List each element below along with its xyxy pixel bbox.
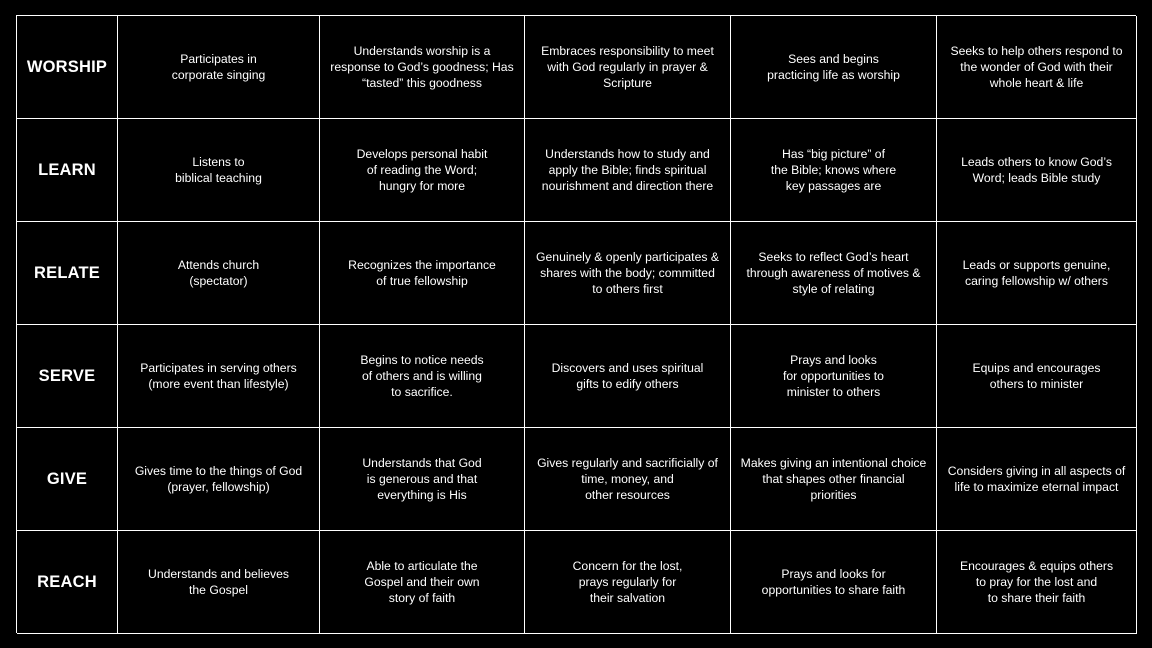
give-stage-5: Considers giving in all aspects of life to maximize eternal impact [937, 428, 1137, 531]
worship-stage-4: Sees and begins practicing life as worship [731, 16, 937, 119]
serve-stage-4: Prays and looks for opportunities to minister to others [731, 325, 937, 428]
learn-stage-2: Develops personal habit of reading the Word; hungry for more [320, 119, 525, 222]
relate-stage-1: Attends church (spectator) [118, 222, 320, 325]
learn-stage-5: Leads others to know God’s Word; leads Bible study [937, 119, 1137, 222]
row-label-give: GIVE [17, 428, 118, 531]
row-label-serve: SERVE [17, 325, 118, 428]
reach-stage-5: Encourages & equips others to pray for the lost and to share their faith [937, 531, 1137, 634]
serve-stage-3: Discovers and uses spiritual gifts to edify others [525, 325, 731, 428]
reach-stage-2: Able to articulate the Gospel and their own story of faith [320, 531, 525, 634]
row-label-worship: WORSHIP [17, 16, 118, 119]
learn-stage-1: Listens to biblical teaching [118, 119, 320, 222]
row-label-reach: REACH [17, 531, 118, 634]
reach-stage-1: Understands and believes the Gospel [118, 531, 320, 634]
learn-stage-4: Has “big picture” of the Bible; knows where key passages are [731, 119, 937, 222]
discipleship-matrix [16, 15, 1136, 633]
reach-stage-4: Prays and looks for opportunities to share faith [731, 531, 937, 634]
learn-stage-3: Understands how to study and apply the Bible; finds spiritual nourishment and direction there [525, 119, 731, 222]
relate-stage-4: Seeks to reflect God’s heart through awareness of motives & style of relating [731, 222, 937, 325]
relate-stage-3: Genuinely & openly participates & shares with the body; committed to others first [525, 222, 731, 325]
give-stage-3: Gives regularly and sacrificially of time, money, and other resources [525, 428, 731, 531]
relate-stage-2: Recognizes the importance of true fellowship [320, 222, 525, 325]
row-label-learn: LEARN [17, 119, 118, 222]
worship-stage-2: Understands worship is a response to God’s goodness; Has “tasted” this goodness [320, 16, 525, 119]
serve-stage-5: Equips and encourages others to minister [937, 325, 1137, 428]
worship-stage-1: Participates in corporate singing [118, 16, 320, 119]
worship-stage-5: Seeks to help others respond to the wonder of God with their whole heart & life [937, 16, 1137, 119]
row-label-relate: RELATE [17, 222, 118, 325]
give-stage-2: Understands that God is generous and that everything is His [320, 428, 525, 531]
reach-stage-3: Concern for the lost, prays regularly for their salvation [525, 531, 731, 634]
give-stage-4: Makes giving an intentional choice that shapes other financial priorities [731, 428, 937, 531]
relate-stage-5: Leads or supports genuine, caring fellowship w/ others [937, 222, 1137, 325]
serve-stage-2: Begins to notice needs of others and is willing to sacrifice. [320, 325, 525, 428]
serve-stage-1: Participates in serving others (more event than lifestyle) [118, 325, 320, 428]
give-stage-1: Gives time to the things of God (prayer, fellowship) [118, 428, 320, 531]
worship-stage-3: Embraces responsibility to meet with God regularly in prayer & Scripture [525, 16, 731, 119]
